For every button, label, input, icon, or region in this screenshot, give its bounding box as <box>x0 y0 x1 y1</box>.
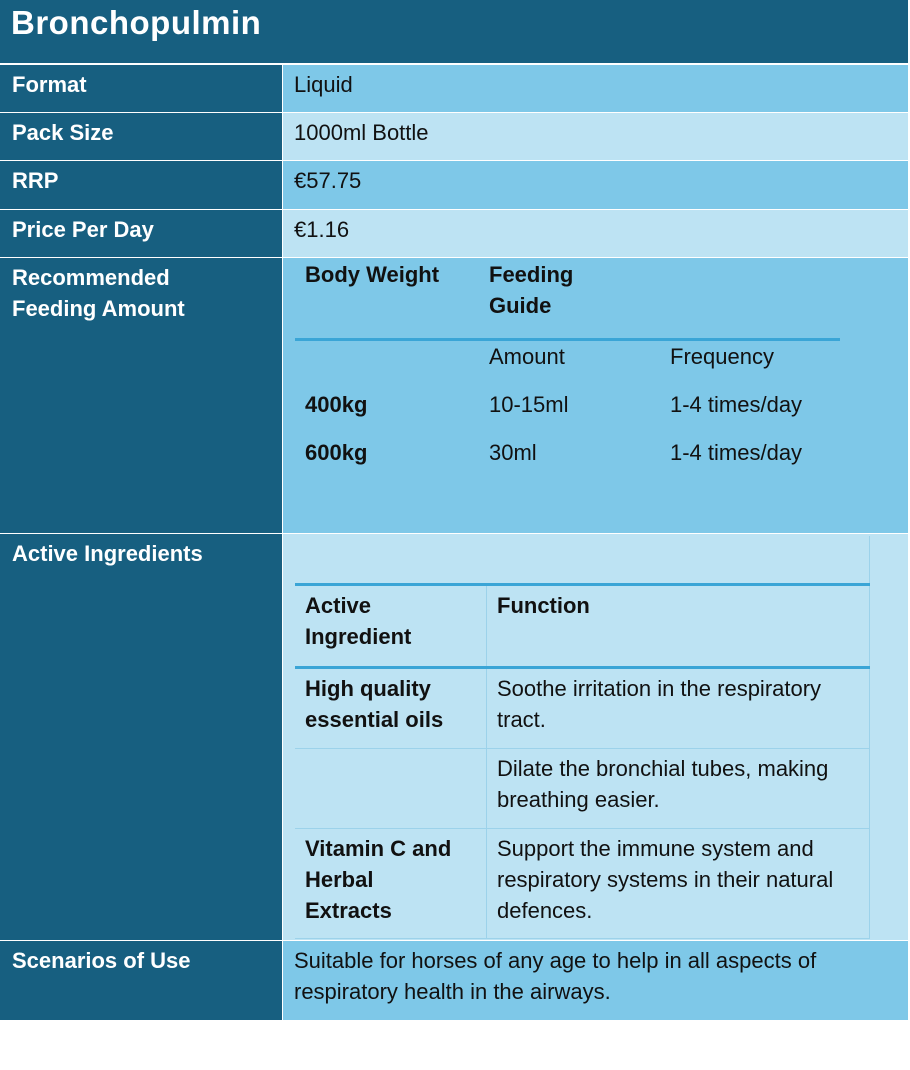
ingredient-1-name-text <box>305 673 443 735</box>
feeding-amount-1: 10-15ml <box>489 392 569 417</box>
ingredients-header-ingredient-line1: Active <box>305 593 372 618</box>
price-per-day-label: Price Per Day <box>12 217 154 242</box>
row-scenarios <box>0 940 910 1020</box>
feeding-header-guide <box>489 259 573 321</box>
scenarios-value-cell <box>283 940 908 1020</box>
feeding-table <box>283 257 908 533</box>
pack-size-value: 1000ml Bottle <box>294 120 429 145</box>
pack-size-value-cell <box>283 112 908 160</box>
format-label: Format <box>12 72 87 97</box>
feeding-frequency-2: 1-4 times/day <box>670 440 803 465</box>
ingredient-1-name <box>295 669 487 749</box>
feeding-label-line2: Feeding Amount <box>12 296 185 321</box>
active-ingredients-label-cell <box>0 533 282 940</box>
format-label-cell <box>0 64 282 112</box>
ingredient-3-function-line3: defences. <box>497 898 593 923</box>
scenarios-value <box>294 945 816 1007</box>
ingredient-3-function-line1: Support the immune system and <box>497 836 814 861</box>
ingredient-3-name-text <box>305 833 451 926</box>
pack-size-label-cell <box>0 112 282 160</box>
ingredient-3-line1: Vitamin C and <box>305 836 452 861</box>
ingredient-3-line2: Herbal <box>305 867 374 892</box>
ingredient-2-name <box>295 749 487 829</box>
feeding-weight-1: 400kg <box>305 392 368 417</box>
ingredient-2-function-line1: Dilate the bronchial tubes, making <box>497 756 829 781</box>
ingredient-1-function-line1: Soothe irritation in the respiratory <box>497 676 822 701</box>
active-ingredients-label: Active Ingredients <box>12 541 203 566</box>
ingredients-header-function <box>487 586 870 667</box>
row-format <box>0 64 910 112</box>
rrp-label-cell <box>0 160 282 209</box>
ingredient-1-function-text <box>497 673 821 735</box>
scenarios-label-cell <box>0 940 282 1020</box>
feeding-label <box>12 262 185 324</box>
format-value-cell <box>283 64 908 112</box>
rrp-value-cell <box>283 160 908 209</box>
ingredients-header-ingredient-line2: Ingredient <box>305 624 412 649</box>
ingredient-1-function <box>487 669 870 749</box>
ingredient-3-function <box>487 829 870 939</box>
ingredient-2-function <box>487 749 870 829</box>
rrp-label: RRP <box>12 168 59 193</box>
ingredient-3-function-line2: respiratory systems in their natural <box>497 867 834 892</box>
ingredients-header-ingredient-text <box>305 590 411 652</box>
ingredient-3-function-text <box>497 833 833 926</box>
ingredient-2-function-line2: breathing easier. <box>497 787 660 812</box>
ingredient-1-line2: essential oils <box>305 707 444 732</box>
feeding-frequency-1: 1-4 times/day <box>670 392 803 417</box>
price-per-day-value: €1.16 <box>294 217 350 242</box>
ingredient-1-line1: High quality <box>305 676 431 701</box>
feeding-header-body-weight: Body Weight <box>305 262 440 287</box>
feeding-header-guide-line2: Guide <box>489 293 552 318</box>
row-rrp <box>0 160 910 209</box>
feeding-subheader-frequency: Frequency <box>670 344 774 369</box>
ingredients-blank-row <box>295 536 870 584</box>
ingredient-1-function-line2: tract. <box>497 707 546 732</box>
feeding-label-line1: Recommended <box>12 265 170 290</box>
ingredients-header-ingredient <box>295 586 487 667</box>
feeding-amount-2: 30ml <box>489 440 537 465</box>
ingredients-header-function-text: Function <box>497 593 590 618</box>
ingredient-2-function-text <box>497 753 828 815</box>
scenarios-value-line1: Suitable for horses of any age to help in all aspects of <box>294 948 817 973</box>
pack-size-label: Pack Size <box>12 120 114 145</box>
row-price-per-day <box>0 209 910 257</box>
scenarios-label: Scenarios of Use <box>12 948 191 973</box>
scenarios-value-line2: respiratory health in the airways. <box>294 979 611 1004</box>
feeding-header-guide-line1: Feeding <box>489 262 574 287</box>
feeding-label-cell <box>0 257 282 533</box>
row-pack-size <box>0 112 910 160</box>
feeding-weight-2: 600kg <box>305 440 368 465</box>
feeding-subheader-amount: Amount <box>489 344 565 369</box>
ingredients-table <box>295 536 870 938</box>
row-active-ingredients <box>0 533 910 940</box>
row-feeding <box>0 257 910 533</box>
product-title: Bronchopulmin <box>11 4 262 41</box>
ingredient-3-name <box>295 829 487 939</box>
format-value: Liquid <box>294 72 353 97</box>
ingredient-3-line3: Extracts <box>305 898 392 923</box>
price-per-day-value-cell <box>283 209 908 257</box>
rrp-value: €57.75 <box>294 168 362 193</box>
title-bar <box>0 0 910 63</box>
price-per-day-label-cell <box>0 209 282 257</box>
active-ingredients-cell <box>283 533 908 940</box>
